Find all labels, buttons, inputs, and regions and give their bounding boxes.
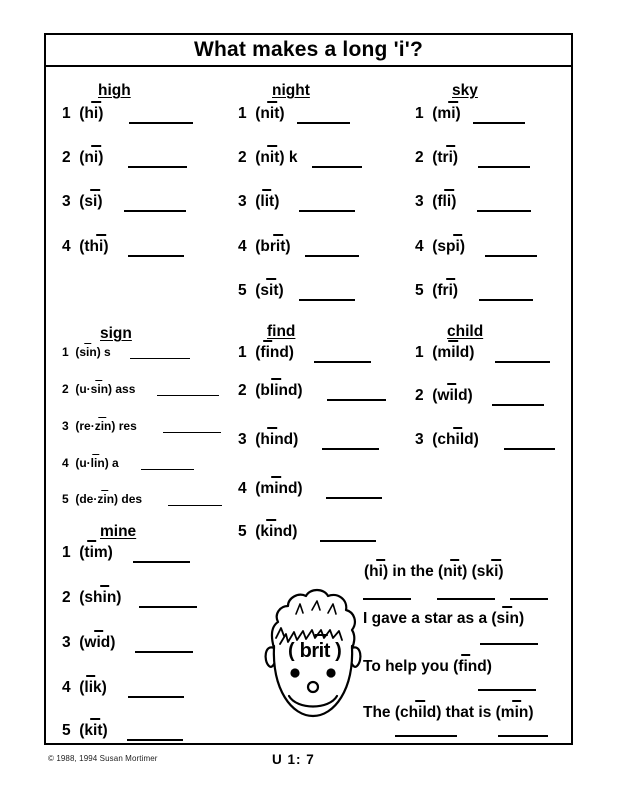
macron-letter: i — [275, 238, 281, 255]
item-sign-5: 5 (de·zin) des — [62, 492, 143, 506]
item-number: 4 — [415, 238, 424, 255]
item-number: 3 — [238, 193, 247, 210]
item-child-1: 1 (mild) — [415, 344, 475, 361]
item-number: 2 — [62, 149, 71, 166]
item-number: 3 — [238, 431, 247, 448]
item-suffix: ass — [115, 382, 136, 396]
item-number: 4 — [238, 480, 247, 497]
item-high-3: 3 (si) — [62, 193, 103, 210]
item-sign-1: 1 (sin) s — [62, 345, 111, 359]
macron-letter: i — [269, 105, 275, 122]
answer-blank[interactable] — [297, 122, 350, 124]
answer-blank[interactable] — [128, 166, 187, 168]
item-mine-3: 3 (wid) — [62, 634, 116, 651]
item-number: 1 — [62, 105, 71, 122]
item-number: 3 — [415, 193, 424, 210]
item-high-4: 4 (thi) — [62, 238, 109, 255]
answer-blank[interactable] — [326, 497, 382, 499]
answer-blank[interactable] — [504, 448, 555, 450]
macron-letter: i — [86, 345, 90, 359]
macron-letter: i — [88, 679, 94, 696]
answer-blank[interactable] — [485, 255, 537, 257]
macron-letter: i — [99, 238, 104, 255]
macron-letter: i — [269, 431, 275, 448]
answer-blank[interactable] — [135, 651, 193, 653]
item-high-2: 2 (ni) — [62, 149, 104, 166]
item-suffix: res — [118, 419, 137, 433]
answer-blank[interactable] — [133, 561, 190, 563]
item-number: 5 — [238, 282, 247, 299]
macron-letter: i — [94, 456, 98, 470]
answer-blank[interactable] — [480, 643, 538, 645]
macron-letter: i — [102, 589, 107, 606]
sentence-1: (hi) in the (nit) (ski) — [364, 563, 504, 580]
item-number: 3 — [62, 419, 69, 433]
item-number: 4 — [62, 456, 69, 470]
item-mine-4: 4 (lik) — [62, 679, 107, 696]
answer-blank[interactable] — [477, 210, 531, 212]
item-night-3: 3 (lit) — [238, 193, 280, 210]
page-title: What makes a long 'i'? — [193, 38, 424, 61]
section-heading-high: high — [98, 82, 131, 99]
answer-blank[interactable] — [124, 210, 186, 212]
item-night-2: 2 (nit) k — [238, 149, 298, 166]
macron-letter: i — [93, 105, 99, 122]
macron-letter: i — [514, 704, 519, 721]
item-number: 5 — [62, 492, 69, 506]
item-number: 3 — [62, 193, 71, 210]
macron-letter: i — [96, 634, 101, 651]
item-number: 2 — [415, 149, 424, 166]
item-night-5: 5 (sit) — [238, 282, 284, 299]
item-mine-2: 2 (shin) — [62, 589, 122, 606]
answer-blank[interactable] — [299, 210, 355, 212]
item-number: 1 — [415, 344, 424, 361]
answer-blank[interactable] — [128, 255, 184, 257]
item-number: 2 — [238, 149, 247, 166]
item-number: 2 — [62, 382, 69, 396]
section-heading-mine: mine — [100, 523, 137, 540]
macron-letter: i — [264, 193, 270, 210]
macron-letter: i — [89, 544, 94, 561]
item-child-3: 3 (child) — [415, 431, 479, 448]
answer-blank[interactable] — [437, 598, 495, 600]
answer-blank[interactable] — [305, 255, 359, 257]
page-code: U 1: 7 — [272, 752, 315, 767]
macron-letter: i — [269, 282, 274, 299]
macron-letter: i — [318, 640, 324, 662]
item-sky-4: 4 (spi) — [415, 238, 465, 255]
item-find-5: 5 (kind) — [238, 523, 298, 540]
face-label-brit: ( brit ) — [288, 640, 342, 662]
macron-letter: i — [274, 480, 279, 497]
item-high-1: 1 (hi) — [62, 105, 104, 122]
answer-blank[interactable] — [510, 598, 548, 600]
answer-blank[interactable] — [492, 404, 544, 406]
answer-blank[interactable] — [314, 361, 371, 363]
item-sign-2: 2 (u·sin) ass — [62, 382, 136, 396]
macron-letter: i — [274, 382, 279, 399]
section-heading-night: night — [272, 82, 310, 99]
macron-letter: i — [446, 193, 452, 210]
item-night-1: 1 (nit) — [238, 105, 285, 122]
item-number: 4 — [62, 679, 71, 696]
answer-blank[interactable] — [363, 598, 411, 600]
answer-blank[interactable] — [129, 122, 193, 124]
sentence-2: I gave a star as a (sin) — [363, 610, 525, 627]
item-number: 3 — [62, 634, 71, 651]
answer-blank[interactable] — [168, 505, 222, 506]
macron-letter: i — [455, 431, 460, 448]
macron-letter: i — [100, 419, 105, 433]
item-find-4: 4 (mind) — [238, 480, 303, 497]
answer-blank[interactable] — [299, 299, 355, 301]
sentence-4: The (child) that is (min) — [363, 704, 534, 721]
macron-letter: i — [269, 149, 275, 166]
item-number: 2 — [415, 387, 424, 404]
answer-blank[interactable] — [141, 469, 194, 470]
item-number: 2 — [62, 589, 71, 606]
item-number: 1 — [415, 105, 424, 122]
macron-letter: i — [103, 492, 107, 506]
macron-letter: i — [448, 282, 453, 299]
macron-letter: i — [93, 193, 98, 210]
item-suffix: des — [121, 492, 143, 506]
answer-blank[interactable] — [157, 395, 219, 396]
item-sky-2: 2 (tri) — [415, 149, 459, 166]
macron-letter: i — [93, 149, 99, 166]
macron-letter: i — [378, 563, 383, 580]
macron-letter: i — [93, 722, 98, 739]
item-mine-5: 5 (kit) — [62, 722, 108, 739]
answer-blank[interactable] — [478, 166, 530, 168]
item-find-3: 3 (hind) — [238, 431, 299, 448]
macron-letter: i — [448, 149, 453, 166]
item-mine-1: 1 (tim) — [62, 544, 113, 561]
macron-letter: i — [265, 344, 270, 361]
macron-letter: i — [418, 704, 423, 721]
answer-blank[interactable] — [322, 448, 379, 450]
macron-letter: i — [451, 344, 456, 361]
item-number: 3 — [415, 431, 424, 448]
answer-blank[interactable] — [127, 739, 183, 741]
answer-blank[interactable] — [128, 696, 184, 698]
item-number: 4 — [62, 238, 71, 255]
macron-letter: i — [455, 238, 460, 255]
macron-letter: i — [505, 610, 510, 627]
item-number: 1 — [62, 544, 71, 561]
item-number: 1 — [238, 344, 247, 361]
macron-letter: i — [463, 658, 468, 675]
answer-blank[interactable] — [320, 540, 376, 542]
item-sky-3: 3 (fli) — [415, 193, 457, 210]
item-number: 1 — [238, 105, 247, 122]
answer-blank[interactable] — [327, 399, 386, 401]
section-heading-child: child — [447, 323, 484, 340]
copyright-notice: © 1988, 1994 Susan Mortimer — [48, 754, 158, 763]
macron-letter: i — [269, 523, 274, 540]
item-child-2: 2 (wild) — [415, 387, 473, 404]
answer-blank[interactable] — [479, 299, 533, 301]
answer-blank[interactable] — [495, 361, 550, 363]
section-heading-sky: sky — [452, 82, 478, 99]
worksheet-title-bar — [46, 35, 571, 67]
macron-letter: i — [97, 382, 101, 396]
item-sign-3: 3 (re·zin) res — [62, 419, 137, 433]
item-number: 5 — [62, 722, 71, 739]
answer-blank[interactable] — [473, 122, 525, 124]
sentence-3: To help you (find) — [363, 658, 492, 675]
answer-blank[interactable] — [498, 735, 548, 737]
item-number: 4 — [238, 238, 247, 255]
answer-blank[interactable] — [395, 735, 457, 737]
item-number: 5 — [415, 282, 424, 299]
item-sky-1: 1 (mi) — [415, 105, 461, 122]
item-suffix: s — [104, 345, 111, 359]
answer-blank[interactable] — [163, 432, 221, 433]
macron-letter: i — [449, 387, 454, 404]
section-heading-sign: sign — [100, 325, 132, 342]
answer-blank[interactable] — [139, 606, 197, 608]
item-sky-5: 5 (fri) — [415, 282, 459, 299]
item-number: 5 — [238, 523, 247, 540]
answer-blank[interactable] — [478, 689, 536, 691]
answer-blank[interactable] — [312, 166, 362, 168]
item-number: 1 — [62, 345, 69, 359]
macron-letter: i — [451, 105, 456, 122]
item-find-2: 2 (blind) — [238, 382, 303, 399]
item-number: 2 — [238, 382, 247, 399]
item-suffix: k — [288, 149, 298, 166]
item-sign-4: 4 (u·lin) a — [62, 456, 119, 470]
item-find-1: 1 (find) — [238, 344, 294, 361]
section-heading-find: find — [267, 323, 296, 340]
macron-letter: i — [494, 563, 499, 580]
macron-letter: i — [452, 563, 458, 580]
answer-blank[interactable] — [130, 358, 190, 359]
item-suffix: a — [112, 456, 119, 470]
item-night-4: 4 (brit) — [238, 238, 291, 255]
